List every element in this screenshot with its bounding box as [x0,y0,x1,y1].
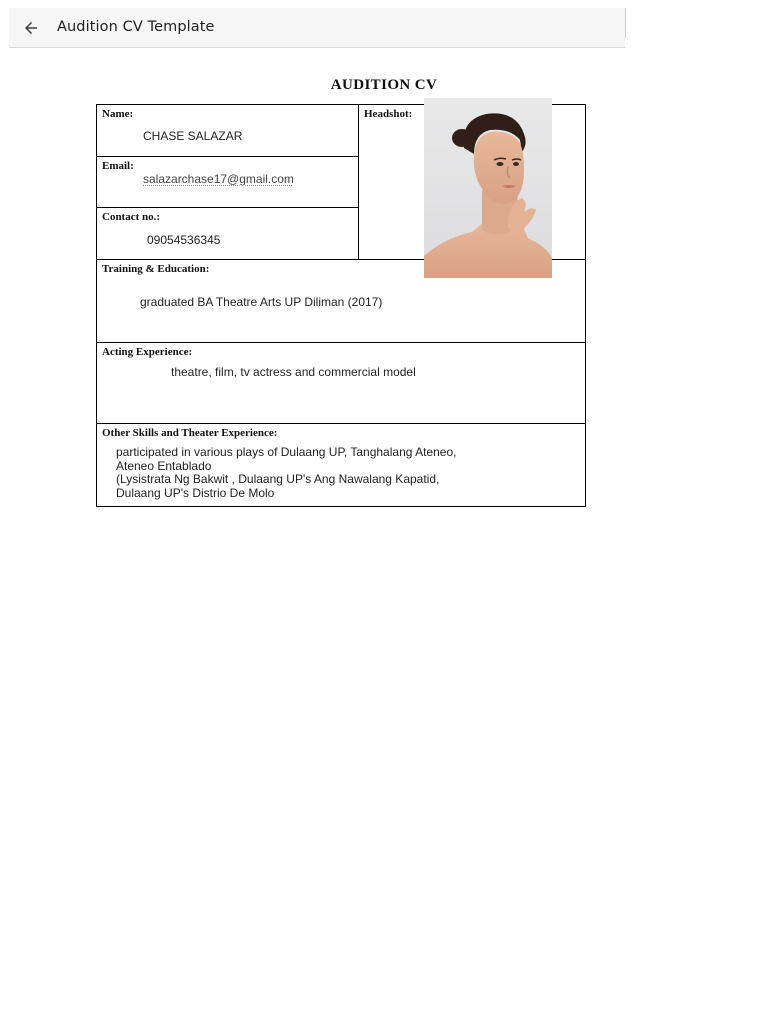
email-value[interactable]: salazarchase17@gmail.com [143,172,294,186]
acting-value[interactable]: theatre, film, tv actress and commercial model [171,365,416,379]
name-label: Name: [102,108,134,120]
skills-value[interactable] [116,446,456,500]
document-title: Audition CV Template [57,19,215,35]
training-value[interactable]: graduated BA Theatre Arts UP Diliman (2017) [140,295,383,309]
contact-label: Contact no.: [102,211,161,223]
headshot-label: Headshot: [364,108,413,120]
email-label: Email: [102,160,134,172]
contact-cell [96,207,359,260]
skills-label: Other Skills and Theater Experience: [102,427,278,439]
contact-value[interactable]: 09054536345 [147,233,221,247]
training-label: Training & Education: [102,263,210,275]
back-button[interactable] [19,16,43,40]
headshot-photo[interactable] [424,98,552,278]
arrow-left-icon [22,19,40,37]
app-toolbar [9,8,625,48]
email-cell [96,156,359,208]
name-cell [96,104,359,157]
cv-heading: AUDITION CV [330,77,438,93]
skills-line: participated in various plays of Dulaang UP, Tanghalang Ateneo, [116,445,457,459]
skills-line: Dulaang UP's Distrio De Molo [116,485,275,500]
skills-cell [96,423,586,507]
acting-label: Acting Experience: [102,346,193,358]
toolbar-edge [625,8,626,38]
skills-line: (Lysistrata Ng Bakwit , Dulaang UP's Ang Nawalang Kapatid, [116,472,440,486]
portrait-illustration [424,98,552,278]
skills-line: Ateneo Entablado [116,458,212,473]
name-value[interactable]: CHASE SALAZAR [143,129,243,143]
acting-cell [96,342,586,424]
